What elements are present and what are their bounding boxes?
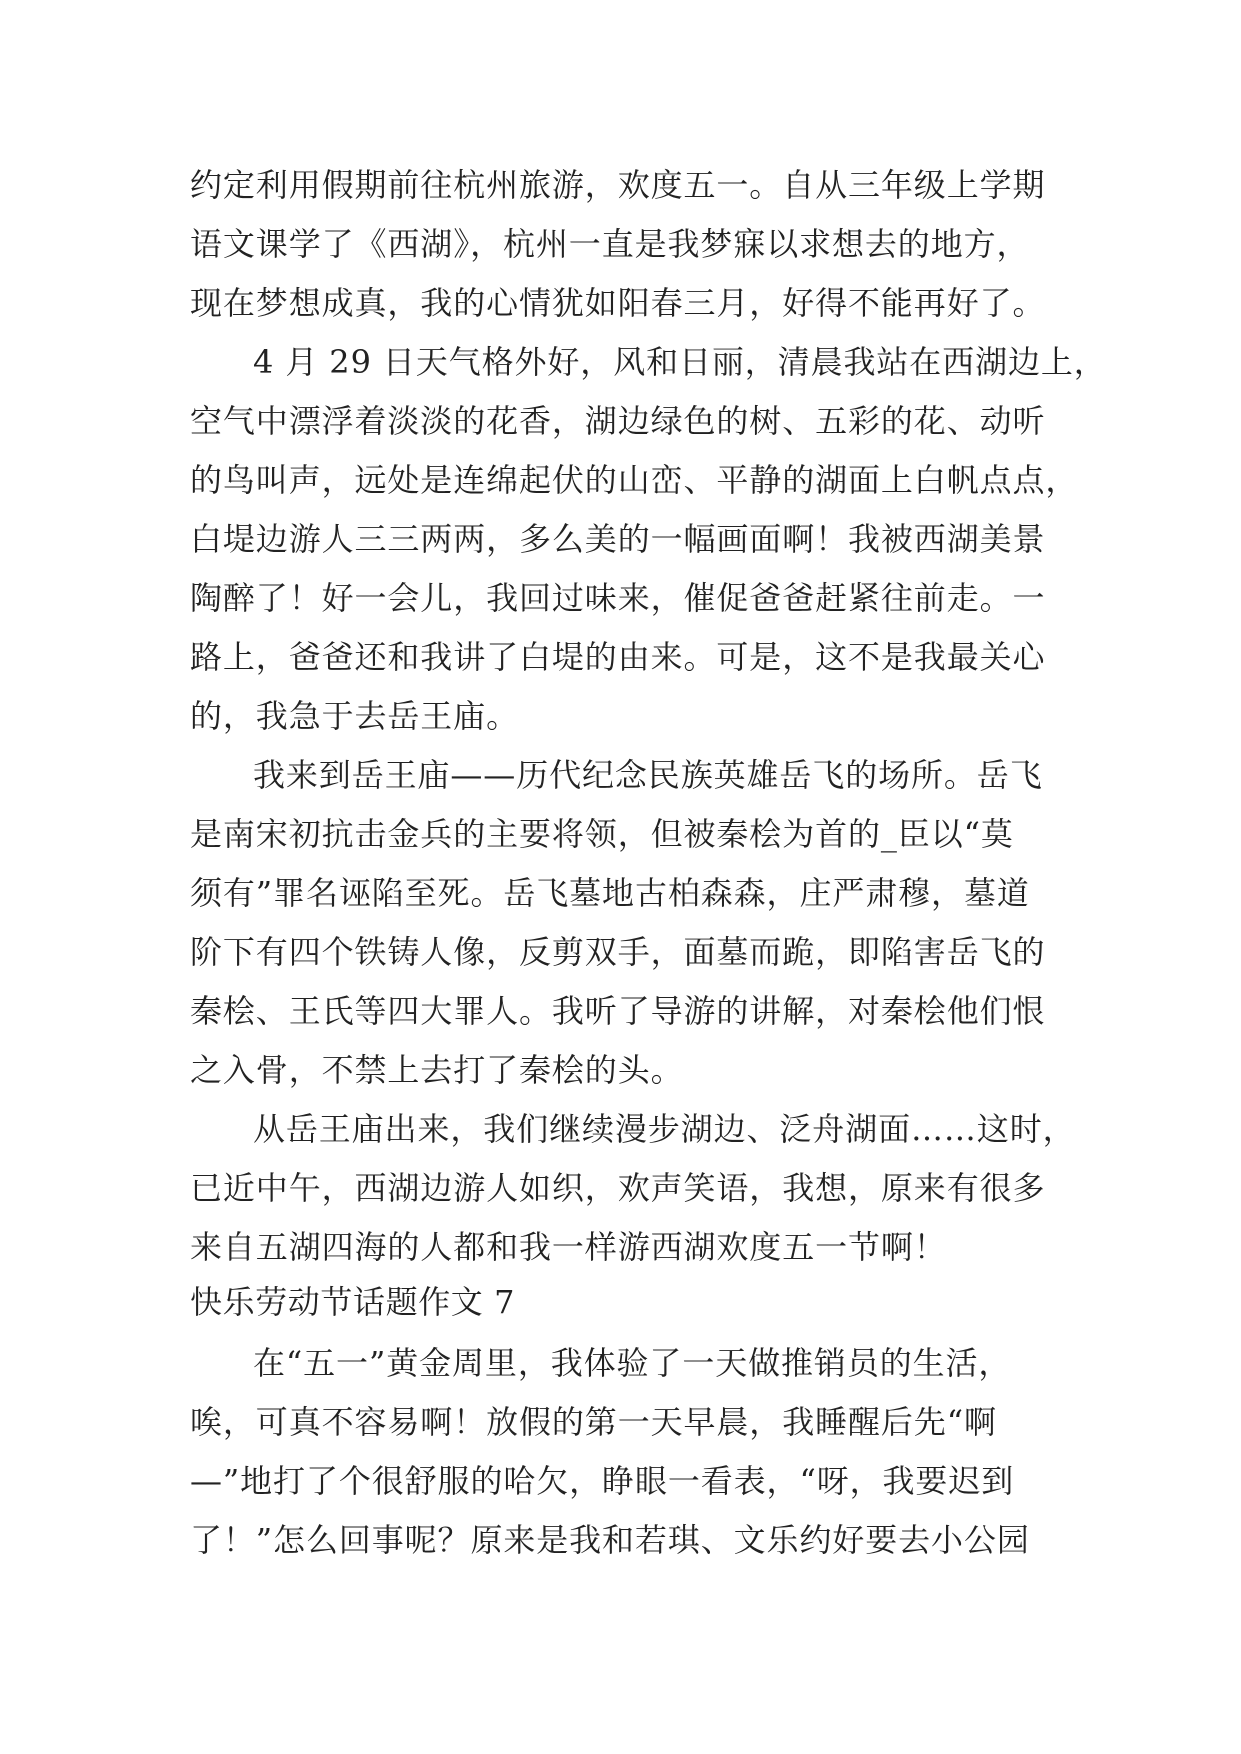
paragraph-3-line-1: 我来到岳王庙——历代纪念民族英雄岳飞的场所。岳飞 <box>253 756 1043 794</box>
paragraph-5-line-3: —”地打了个很舒服的哈欠，睁眼一看表，“呀，我要迟到 <box>190 1462 1015 1500</box>
paragraph-1-line-3: 现在梦想成真，我的心情犹如阳春三月，好得不能再好了。 <box>190 284 1046 322</box>
paragraph-2-line-7: 的，我急于去岳王庙。 <box>190 697 520 735</box>
paragraph-2-line-5: 陶醉了！好一会儿，我回过味来，催促爸爸赶紧往前走。一 <box>190 579 1046 617</box>
paragraph-3-line-6: 之入骨，不禁上去打了秦桧的头。 <box>190 1051 684 1089</box>
paragraph-3-line-4: 阶下有四个铁铸人像，反剪双手，面墓而跪，即陷害岳飞的 <box>190 933 1046 971</box>
paragraph-2-line-6: 路上，爸爸还和我讲了白堤的由来。可是，这不是我最关心 <box>190 638 1046 676</box>
paragraph-3-line-3: 须有”罪名诬陷至死。岳飞墓地古柏森森，庄严肃穆，墓道 <box>190 874 1030 912</box>
paragraph-2-line-4: 白堤边游人三三两两，多么美的一幅画面啊！我被西湖美景 <box>190 520 1046 558</box>
paragraph-2-line-3: 的鸟叫声，远处是连绵起伏的山峦、平静的湖面上白帆点点， <box>190 461 1079 499</box>
paragraph-4-line-3: 来自五湖四海的人都和我一样游西湖欢度五一节啊！ <box>190 1228 947 1266</box>
paragraph-2-line-2: 空气中漂浮着淡淡的花香，湖边绿色的树、五彩的花、动听 <box>190 402 1046 440</box>
paragraph-2-line-1: 4 月 29 日天气格外好，风和日丽，清晨我站在西湖边上， <box>253 343 1107 381</box>
paragraph-1-line-2: 语文课学了《西湖》，杭州一直是我梦寐以求想去的地方， <box>190 225 1030 263</box>
section-heading: 快乐劳动节话题作文 7 <box>190 1283 516 1321</box>
paragraph-5-line-2: 唉，可真不容易啊！放假的第一天早晨，我睡醒后先“啊 <box>190 1403 997 1441</box>
paragraph-5-line-4: 了！”怎么回事呢？原来是我和若琪、文乐约好要去小公园 <box>190 1521 1030 1559</box>
paragraph-3-line-5: 秦桧、王氏等四大罪人。我听了导游的讲解，对秦桧他们恨 <box>190 992 1046 1030</box>
paragraph-1-line-1: 约定利用假期前往杭州旅游，欢度五一。自从三年级上学期 <box>190 166 1046 204</box>
paragraph-3-line-2: 是南宋初抗击金兵的主要将领，但被秦桧为首的_臣以“莫 <box>190 815 1014 853</box>
paragraph-4-line-1: 从岳王庙出来，我们继续漫步湖边、泛舟湖面……这时， <box>253 1110 1076 1148</box>
paragraph-4-line-2: 已近中午，西湖边游人如织，欢声笑语，我想，原来有很多 <box>190 1169 1046 1207</box>
paragraph-5-line-1: 在“五一”黄金周里，我体验了一天做推销员的生活， <box>253 1344 1012 1382</box>
